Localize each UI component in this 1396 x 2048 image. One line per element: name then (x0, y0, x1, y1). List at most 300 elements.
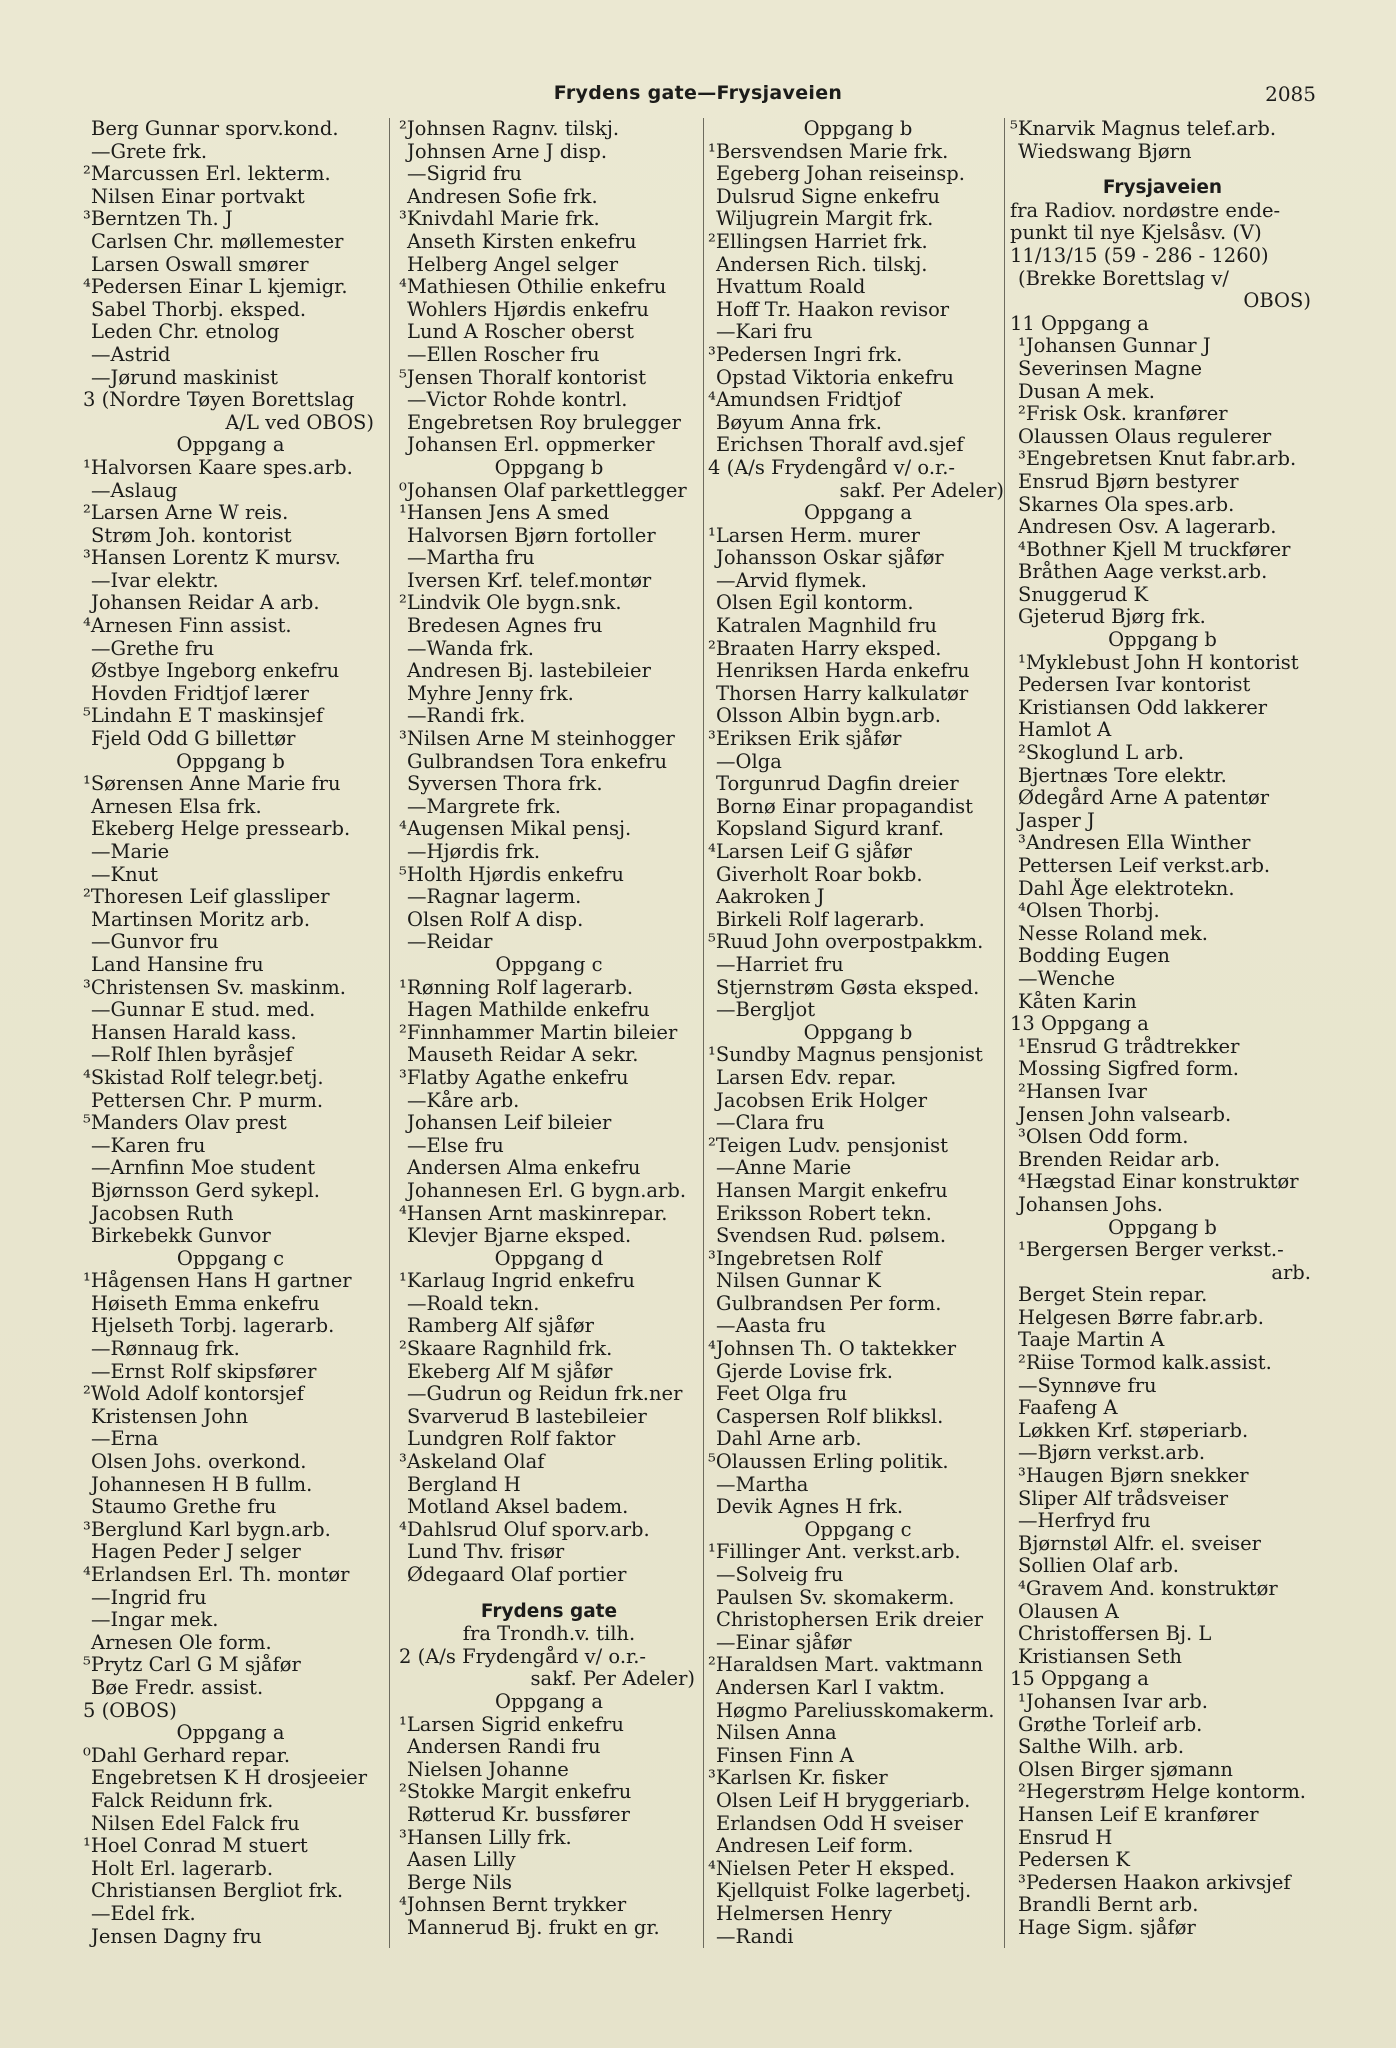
entrance-heading: Oppgang a (495, 1690, 603, 1713)
directory-entry: —Bergljot (716, 999, 816, 1022)
directory-entry: Hovden Fridtjof lærer (91, 682, 309, 705)
directory-entry: ⁴Pedersen Einar L kjemigr. (83, 276, 348, 299)
directory-entry: ⁴Arnesen Finn assist. (83, 615, 292, 638)
entrance-heading: Oppgang b (1108, 1216, 1217, 1239)
directory-entry: A/L ved OBOS) (225, 411, 374, 434)
directory-entry: Katralen Magnhild fru (716, 615, 937, 638)
directory-entry: Kristensen John (91, 1405, 249, 1428)
directory-entry: ⁴Hansen Arnt maskinrepar. (399, 1202, 668, 1225)
directory-entry: ²Hansen Ivar (1018, 1080, 1147, 1103)
directory-entry: Land Hansine fru (91, 953, 264, 976)
directory-entry: Pedersen Ivar kontorist (1018, 674, 1251, 697)
directory-entry: —Ellen Roscher fru (407, 343, 600, 366)
directory-entry: Opstad Viktoria enkefru (716, 366, 954, 389)
directory-entry: —Sigrid fru (407, 163, 522, 186)
directory-entry: ¹Hågensen Hans H gartner (83, 1270, 352, 1293)
entrance-heading: Oppgang b (494, 456, 604, 479)
directory-entry: ⁵Ruud John overpostpakkm. (708, 931, 984, 954)
directory-entry: —Gunvor fru (91, 931, 219, 954)
directory-entry: Arnesen Ole form. (91, 1631, 272, 1654)
directory-entry: 2 (A/s Frydengård v/ o.r.- (399, 1645, 646, 1668)
directory-entry: Andresen Bj. lastebileier (407, 660, 651, 683)
directory-entry: Lundgren Rolf faktor (407, 1428, 616, 1451)
directory-entry: ¹Rønning Rolf lagerarb. (399, 976, 634, 999)
directory-entry: fra Radiov. nordøstre ende- (1010, 199, 1281, 222)
directory-entry: Strøm Joh. kontorist (91, 524, 292, 547)
column-4 (1010, 118, 1315, 1968)
directory-entry: ⁴Nielsen Peter H eksped. (708, 1857, 956, 1880)
directory-entry: Grøthe Torleif arb. (1018, 1713, 1203, 1736)
directory-entry: Hagen Mathilde enkefru (407, 999, 650, 1022)
directory-entry: Andresen Sofie frk. (407, 185, 598, 208)
directory-entry: Devik Agnes H frk. (716, 1496, 904, 1519)
directory-entry: —Arvid flymek. (716, 569, 867, 592)
directory-entry: ³Askeland Olaf (399, 1451, 545, 1474)
directory-entry: Jacobsen Erik Holger (716, 1089, 928, 1112)
entrance-heading: Oppgang c (804, 1518, 912, 1541)
directory-entry: —Rolf Ihlen byråsjef (91, 1044, 293, 1067)
directory-entry: Kjellquist Folke lagerbetj. (716, 1880, 972, 1903)
directory-entry: ³Nilsen Arne M steinhogger (399, 728, 675, 751)
directory-entry: Andersen Karl I vaktm. (716, 1676, 946, 1699)
directory-entry: ¹Karlaug Ingrid enkefru (399, 1270, 635, 1293)
directory-entry: Brandli Bernt arb. (1018, 1894, 1199, 1917)
directory-entry: Kopsland Sigurd kranf. (716, 818, 945, 841)
directory-entry: —Wanda frk. (407, 637, 534, 660)
directory-entry: ¹Sundby Magnus pensjonist (708, 1044, 983, 1067)
directory-entry: Hansen Harald kass. (91, 1021, 297, 1044)
directory-entry: —Martha fru (407, 547, 535, 570)
directory-entry: ²Larsen Arne W reis. (83, 502, 289, 525)
directory-entry: Høgmo Pareliusskomakerm. (716, 1699, 995, 1722)
directory-entry: Helgesen Børre fabr.arb. (1018, 1306, 1264, 1329)
directory-entry: Snuggerud K (1018, 583, 1149, 606)
page-header-title: Frydens gate—Frysjaveien (553, 82, 843, 104)
directory-entry: Klevjer Bjarne eksped. (407, 1225, 632, 1248)
directory-entry: Jasper J (1018, 809, 1095, 832)
directory-entry: —Karen fru (91, 1134, 206, 1157)
directory-entry: Wohlers Hjørdis enkefru (407, 298, 649, 321)
spacer (1010, 163, 1315, 177)
directory-entry: ³Christensen Sv. maskinm. (83, 976, 346, 999)
column-1 (83, 118, 378, 1968)
directory-entry: Giverholt Roar bokb. (716, 863, 923, 886)
directory-entry: ¹Sørensen Anne Marie fru (83, 773, 341, 796)
directory-entry: Fjeld Odd G billettør (91, 728, 296, 751)
directory-entry: Sabel Thorbj. eksped. (91, 298, 307, 321)
directory-entry: ⁰Johansen Olaf parkettlegger (399, 479, 687, 502)
directory-entry: Bjertnæs Tore elektr. (1018, 764, 1227, 787)
directory-entry: Christophersen Erik dreier (716, 1609, 984, 1632)
directory-entry: ²Haraldsen Mart. vaktmann (708, 1654, 984, 1677)
directory-entry: ¹Myklebust John H kontorist (1018, 651, 1299, 674)
directory-entry: ³Knivdahl Marie frk. (399, 208, 600, 231)
directory-entry: Johannesen H B fullm. (91, 1473, 313, 1496)
directory-entry: Jensen John valsearb. (1018, 1103, 1232, 1126)
directory-entry: Gulbrandsen Per form. (716, 1292, 942, 1315)
directory-entry: ⁵Lindahn E T maskinsjef (83, 705, 324, 728)
directory-entry: —Marie (91, 841, 170, 863)
directory-entry: ³Ingebretsen Rolf (708, 1247, 882, 1270)
directory-entry: Staumo Grethe fru (91, 1496, 277, 1519)
directory-entry: Bergland H (407, 1473, 521, 1496)
directory-entry: Høiseth Emma enkefru (91, 1292, 320, 1315)
directory-entry: Torgunrud Dagfin dreier (716, 773, 959, 796)
directory-entry: punkt til nye Kjelsåsv. (V) (1010, 222, 1262, 245)
directory-entry: Sliper Alf trådsveiser (1018, 1487, 1229, 1510)
directory-entry: Ekeberg Alf M sjåfør (407, 1360, 613, 1383)
directory-entry: ²Braaten Harry eksped. (708, 637, 942, 660)
directory-entry: Johansen Erl. oppmerker (407, 434, 655, 457)
directory-entry: Helberg Angel selger (407, 253, 619, 276)
directory-entry: —Aslaug (91, 479, 178, 502)
directory-entry: Motland Aksel badem. (407, 1496, 629, 1519)
directory-entry: Faafeng A (1018, 1397, 1118, 1420)
directory-entry: Stjernstrøm Gøsta eksped. (716, 976, 980, 999)
directory-entry: —Wenche (1018, 967, 1116, 990)
directory-entry: Jacobsen Ruth (91, 1202, 234, 1225)
directory-entry: Thorsen Harry kalkulatør (716, 682, 969, 705)
directory-entry: Bråthen Aage verkst.arb. (1018, 561, 1268, 584)
directory-entry: ⁴Johnsen Th. O taktekker (708, 1338, 957, 1361)
directory-entry: ²Lindvik Ole bygn.snk. (399, 592, 622, 615)
directory-entry: Martinsen Moritz arb. (91, 908, 311, 931)
directory-entry: Andresen Osv. A lagerarb. (1018, 516, 1277, 539)
directory-entry: ³Pedersen Ingri frk. (708, 343, 903, 366)
directory-entry: ²Stokke Margit enkefru (399, 1781, 632, 1804)
column-2 (399, 118, 699, 1968)
directory-entry: sakf. Per Adeler) (839, 479, 1004, 502)
directory-entry: Johannesen Erl. G bygn.arb. (407, 1179, 687, 1202)
directory-entry: —Randi frk. (407, 705, 526, 728)
directory-entry: 15 Oppgang a (1010, 1668, 1149, 1691)
directory-entry: Severinsen Magne (1018, 357, 1203, 380)
directory-entry: Caspersen Rolf blikksl. (716, 1405, 944, 1428)
directory-entry: Engebretsen K H drosjeeier (91, 1767, 368, 1790)
directory-entry: Nilsen Gunnar K (716, 1270, 881, 1293)
directory-entry: —Roald tekn. (407, 1292, 540, 1315)
directory-entry: Halvorsen Bjørn fortoller (407, 524, 656, 547)
directory-entry: sakf. Per Adeler) (530, 1668, 695, 1691)
directory-entry: Taaje Martin A (1018, 1329, 1165, 1352)
directory-entry: —Ernst Rolf skipsfører (91, 1360, 317, 1383)
directory-entry: ⁵Holth Hjørdis enkefru (399, 863, 624, 886)
directory-entry: ⁰Dahl Gerhard repar. (83, 1744, 291, 1767)
directory-entry: —Victor Rohde kontrl. (407, 389, 628, 412)
directory-entry: Ødegaard Olaf portier (407, 1564, 627, 1586)
spacer (399, 1587, 699, 1601)
directory-entry: Carlsen Chr. møllemester (91, 230, 344, 253)
directory-entry: ⁴Augensen Mikal pensj. (399, 818, 632, 841)
directory-entry: Ekeberg Helge pressearb. (91, 818, 351, 841)
directory-entry: Olsen Rolf A disp. (407, 908, 584, 931)
directory-entry: Svendsen Rud. pølsem. (716, 1225, 947, 1248)
directory-entry: Larsen Oswall smører (91, 253, 309, 276)
directory-entry: ³Berntzen Th. J (83, 208, 233, 231)
directory-entry: Johansen Johs. (1018, 1193, 1163, 1216)
directory-entry: Nilsen Anna (716, 1722, 837, 1745)
directory-entry: Salthe Wilh. arb. (1018, 1736, 1185, 1759)
directory-entry: Hoff Tr. Haakon revisor (716, 298, 950, 321)
directory-entry: Eriksson Robert tekn. (716, 1202, 932, 1225)
directory-entry: —Grethe fru (91, 637, 215, 660)
directory-entry: Johansen Reidar A arb. (91, 592, 320, 615)
directory-entry: —Erna (91, 1428, 159, 1451)
directory-entry: Jensen Dagny fru (91, 1925, 262, 1948)
directory-entry: Pedersen K (1018, 1849, 1131, 1872)
directory-entry: —Bjørn verkst.arb. (1018, 1442, 1206, 1465)
directory-entry: ⁴Bothner Kjell M truckfører (1018, 538, 1291, 561)
directory-entry: Olsen Birger sjømann (1018, 1758, 1233, 1781)
directory-entry: —Ivar elektr. (91, 569, 219, 592)
directory-entry: —Synnøve fru (1018, 1374, 1157, 1397)
directory-entry: Bodding Eugen (1018, 945, 1170, 968)
directory-entry: —Astrid (91, 343, 171, 366)
directory-entry: Johnsen Arne J disp. (407, 140, 608, 163)
directory-entry: Bøyum Anna frk. (716, 411, 882, 434)
directory-entry: Nesse Roland mek. (1018, 922, 1208, 945)
directory-entry: arb. (1271, 1261, 1311, 1284)
directory-entry: —Herfryd fru (1018, 1510, 1151, 1533)
directory-entry: ⁵Prytz Carl G M sjåfør (83, 1654, 301, 1677)
directory-entry: ²Hegerstrøm Helge kontorm. (1018, 1781, 1307, 1804)
directory-entry: Dahl Arne arb. (716, 1428, 862, 1451)
directory-entry: Gulbrandsen Tora enkefru (407, 750, 668, 773)
directory-entry: Bjørnsson Gerd sykepl. (91, 1179, 320, 1202)
directory-entry: Sollien Olaf arb. (1018, 1555, 1179, 1578)
directory-entry: ³Olsen Odd form. (1018, 1126, 1189, 1149)
directory-entry: ³Hansen Lorentz K mursv. (83, 547, 341, 570)
directory-entry: Aasen Lilly (407, 1849, 516, 1872)
directory-entry: Helmersen Henry (716, 1902, 892, 1925)
directory-entry: Bjørnstøl Alfr. el. sveiser (1018, 1532, 1261, 1555)
directory-entry: 5 (OBOS) (83, 1699, 177, 1722)
directory-entry: ¹Hansen Jens A smed (399, 502, 610, 525)
directory-entry: ³Karlsen Kr. fisker (708, 1767, 888, 1790)
directory-entry: Anseth Kirsten enkefru (407, 230, 637, 253)
directory-entry: Olsson Albin bygn.arb. (716, 705, 941, 728)
directory-entry: ⁴Dahlsrud Oluf sporv.arb. (399, 1518, 650, 1541)
entrance-heading: Oppgang d (494, 1247, 604, 1270)
directory-entry: Arnesen Elsa frk. (91, 795, 262, 818)
directory-entry: ³Flatby Agathe enkefru (399, 1066, 629, 1089)
directory-entry: —Solveig fru (716, 1564, 844, 1586)
directory-entry: Dahl Åge elektrotekn. (1018, 877, 1235, 900)
directory-entry: ⁴Amundsen Fridtjof (708, 389, 901, 412)
directory-entry: 4 (A/s Frydengård v/ o.r.- (708, 456, 955, 479)
directory-entry: ¹Fillinger Ant. verkst.arb. (708, 1541, 961, 1564)
directory-entry: ¹Larsen Herm. murer (708, 524, 921, 547)
directory-entry: Ramberg Alf sjåfør (407, 1315, 594, 1338)
directory-entry: Andersen Randi fru (407, 1736, 601, 1759)
directory-entry: Pettersen Chr. P murm. (91, 1089, 324, 1112)
directory-entry: —Randi (716, 1925, 794, 1948)
entrance-heading: Oppgang c (176, 1247, 285, 1270)
directory-entry: Hage Sigm. sjåfør (1018, 1916, 1196, 1939)
directory-entry: —Edel frk. (91, 1902, 196, 1925)
directory-entry: —Jørund maskinist (91, 366, 278, 389)
entrance-heading: Oppgang b (803, 118, 913, 140)
directory-entry: ⁴Erlandsen Erl. Th. montør (83, 1564, 350, 1586)
directory-entry: Ensrud Bjørn bestyrer (1018, 470, 1239, 493)
directory-entry: —Ingar mek. (91, 1609, 219, 1632)
directory-entry: Henriksen Harda enkefru (716, 660, 970, 683)
directory-entry: Falck Reidunn frk. (91, 1789, 274, 1812)
directory-entry: fra Trondh.v. tilh. (462, 1623, 636, 1646)
directory-entry: Brenden Reidar arb. (1018, 1148, 1221, 1171)
directory-entry: —Martha (716, 1473, 809, 1496)
directory-entry: Syversen Thora frk. (407, 773, 603, 796)
directory-entry: ²Marcussen Erl. lekterm. (83, 163, 331, 186)
directory-entry: Nilsen Edel Falck fru (91, 1812, 300, 1835)
directory-entry: ³Hansen Lilly frk. (399, 1826, 572, 1849)
directory-entry: ³Haugen Bjørn snekker (1018, 1465, 1249, 1488)
directory-entry: Egeberg Johan reiseinsp. (716, 163, 965, 186)
directory-entry: Hvattum Roald (716, 276, 866, 299)
directory-entry: Skarnes Ola spes.arb. (1018, 493, 1235, 516)
directory-entry: Wiljugrein Margit frk. (716, 208, 934, 231)
directory-entry: ⁵Olaussen Erling politik. (708, 1451, 949, 1474)
directory-entry: ³Engebretsen Knut fabr.arb. (1018, 448, 1297, 471)
directory-entry: ¹Bersvendsen Marie frk. (708, 140, 949, 163)
directory-entry: —Reidar (407, 931, 493, 954)
column-divider (703, 118, 704, 1948)
directory-entry: ⁵Manders Olav prest (83, 1112, 287, 1135)
directory-entry: ⁴Larsen Leif G sjåfør (708, 841, 912, 863)
directory-entry: —Rønnaug frk. (91, 1338, 240, 1361)
directory-entry: ³Pedersen Haakon arkivsjef (1018, 1871, 1291, 1894)
directory-entry: ²Wold Adolf kontorsjef (83, 1383, 304, 1406)
directory-entry: 11 Oppgang a (1010, 312, 1149, 335)
entrance-heading: Oppgang a (176, 1722, 285, 1745)
directory-entry: 11/13/15 (59 - 286 - 1260) (1010, 244, 1269, 267)
directory-entry: —Kåre arb. (407, 1089, 520, 1112)
directory-entry: ¹Larsen Sigrid enkefru (399, 1713, 624, 1736)
directory-entry: Dusan A mek. (1018, 380, 1155, 403)
directory-entry: —Kari fru (716, 321, 813, 344)
directory-entry: Svarverud B lastebileier (407, 1405, 647, 1428)
street-heading: Frydens gate (480, 1600, 618, 1622)
directory-entry: ⁴Hægstad Einar konstruktør (1018, 1171, 1299, 1194)
directory-entry: Engebretsen Roy brulegger (407, 411, 681, 434)
directory-entry: ²Frisk Osk. kranfører (1018, 403, 1228, 426)
directory-entry: Gjerde Lovise frk. (716, 1360, 893, 1383)
directory-entry: Bornø Einar propagandist (716, 795, 973, 818)
directory-entry: Nilsen Einar portvakt (91, 185, 305, 208)
directory-entry: ⁵Jensen Thoralf kontorist (399, 366, 647, 389)
directory-entry: Pettersen Leif verkst.arb. (1018, 855, 1271, 877)
directory-entry: —Grete frk. (91, 140, 208, 163)
directory-entry: Andersen Alma enkefru (407, 1157, 641, 1180)
directory-entry: —Hjørdis frk. (407, 841, 541, 863)
directory-entry: Nielsen Johanne (407, 1758, 569, 1781)
entrance-heading: Oppgang b (1108, 629, 1217, 652)
directory-entry: ⁴Skistad Rolf telegr.betj. (83, 1066, 324, 1089)
directory-entry: ²Thoresen Leif glassliper (83, 886, 330, 909)
directory-entry: Holt Erl. lagerarb. (91, 1857, 274, 1880)
entrance-heading: Oppgang a (804, 502, 912, 525)
directory-entry: —Gudrun og Reidun frk.ner (407, 1383, 683, 1406)
directory-entry: Aakroken J (716, 886, 825, 909)
directory-entry: Berget Stein repar. (1018, 1284, 1208, 1307)
directory-entry: Dulsrud Signe enkefru (716, 185, 940, 208)
directory-entry: Røtterud Kr. bussfører (407, 1803, 630, 1826)
directory-entry: Kåten Karin (1018, 990, 1137, 1013)
directory-entry: Feet Olga fru (716, 1383, 848, 1406)
directory-entry: ³Andresen Ella Winther (1018, 832, 1251, 855)
directory-entry: Kristiansen Seth (1018, 1645, 1182, 1668)
directory-entry: ²Johnsen Ragnv. tilskj. (399, 118, 620, 140)
directory-entry: Hamlot A (1018, 719, 1112, 742)
directory-entry: ¹Hoel Conrad M stuert (83, 1835, 308, 1858)
directory-entry: Birkebekk Gunvor (91, 1225, 271, 1248)
directory-entry: Myhre Jenny frk. (407, 682, 574, 705)
directory-entry: Hagen Peder J selger (91, 1541, 301, 1564)
directory-entry: Larsen Edv. repar. (716, 1066, 897, 1089)
entrance-heading: Oppgang b (803, 1021, 913, 1044)
directory-entry: Bøe Fredr. assist. (91, 1676, 264, 1699)
directory-entry: Mossing Sigfred form. (1018, 1058, 1240, 1081)
directory-entry: ¹Johansen Gunnar J (1018, 335, 1211, 358)
directory-entry: Lund A Roscher oberst (407, 321, 634, 344)
directory-entry: ²Skoglund L arb. (1018, 742, 1185, 765)
directory-entry: Mannerud Bj. frukt en gr. (407, 1916, 660, 1939)
directory-entry: ⁴Gravem And. konstruktør (1018, 1578, 1278, 1600)
directory-entry: Hansen Margit enkefru (716, 1179, 948, 1202)
directory-entry: —Else fru (407, 1134, 504, 1157)
directory-entry: Erlandsen Odd H sveiser (716, 1812, 963, 1835)
directory-entry: —Harriet fru (716, 953, 844, 976)
directory-entry: ²Teigen Ludv. pensjonist (708, 1134, 948, 1157)
directory-entry: —Ragnar lagerm. (407, 886, 582, 909)
street-heading: Frysjaveien (1102, 177, 1223, 199)
directory-entry: —Anne Marie (716, 1157, 852, 1180)
directory-entry: ¹Halvorsen Kaare spes.arb. (83, 456, 353, 479)
directory-entry: Olausen A (1018, 1600, 1119, 1623)
directory-entry: Olsen Egil kontorm. (716, 592, 914, 615)
directory-entry: ¹Johansen Ivar arb. (1018, 1690, 1208, 1713)
directory-entry: —Olga (716, 750, 782, 773)
entrance-heading: Oppgang b (176, 750, 285, 773)
directory-entry: ²Ellingsen Harriet frk. (708, 230, 928, 253)
directory-entry: Mauseth Reidar A sekr. (407, 1044, 639, 1067)
directory-entry: —Clara fru (716, 1112, 825, 1135)
directory-entry: Berg Gunnar sporv.kond. (91, 118, 339, 140)
directory-entry: ¹Bergersen Berger verkst.- (1018, 1239, 1284, 1262)
directory-entry: Olsen Johs. overkond. (91, 1451, 307, 1474)
directory-entry: Berge Nils (407, 1871, 512, 1894)
directory-entry: —Ingrid fru (91, 1586, 207, 1609)
directory-entry: ⁴Olsen Thorbj. (1018, 900, 1160, 923)
directory-entry: ⁵Knarvik Magnus telef.arb. (1010, 118, 1277, 140)
directory-entry: ²Skaare Ragnhild frk. (399, 1338, 613, 1361)
directory-entry: —Einar sjåfør (716, 1631, 852, 1654)
column-divider (389, 118, 390, 1948)
directory-entry: Hansen Leif E kranfører (1018, 1803, 1259, 1826)
directory-entry: —Arnfinn Moe student (91, 1157, 316, 1180)
directory-entry: —Margrete frk. (407, 795, 561, 818)
directory-entry: Andresen Leif form. (716, 1835, 914, 1858)
directory-entry: ³Berglund Karl bygn.arb. (83, 1518, 331, 1541)
entrance-heading: Oppgang c (495, 953, 603, 976)
directory-entry: ¹Ensrud G trådtrekker (1018, 1035, 1240, 1058)
directory-entry: —Gunnar E stud. med. (91, 999, 316, 1022)
directory-entry: ³Eriksen Erik sjåfør (708, 728, 902, 751)
directory-entry: Johansson Oskar sjåfør (716, 547, 944, 570)
column-3 (708, 118, 1008, 1968)
directory-entry: Kristiansen Odd lakkerer (1018, 696, 1268, 719)
page-number: 2085 (1265, 82, 1316, 106)
